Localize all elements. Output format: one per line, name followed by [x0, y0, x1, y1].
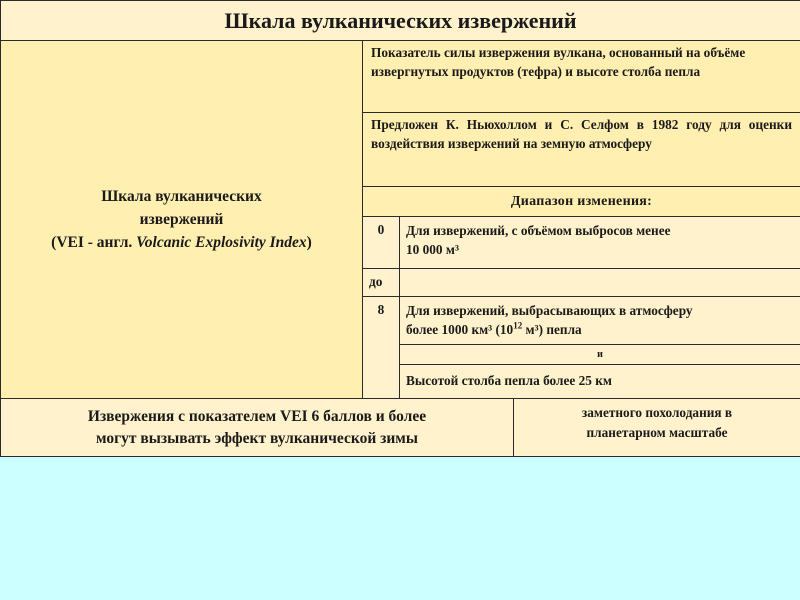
range-max-text	[400, 297, 800, 345]
range-max-post: м³) пепла	[522, 322, 582, 337]
winter-line1: Извержения с показателем VEI 6 баллов и более	[87, 407, 427, 425]
vei-name-cell	[1, 41, 363, 399]
vei-abbr-suffix: )	[306, 234, 312, 251]
vei-name-line2: извержений	[139, 211, 224, 228]
range-min-text	[400, 217, 800, 269]
range-max-pre: более 1000 км³ (10	[406, 322, 514, 337]
range-max-exp: 12	[513, 320, 523, 331]
range-min-line2: 10 000 м³	[406, 242, 459, 257]
range-empty-cell	[400, 269, 800, 297]
range-header: Диапазон изменения:	[363, 187, 800, 217]
winter-explanation-line2: планетарном масштабе	[586, 425, 728, 440]
vei-abbr-prefix: (VEI - англ.	[51, 234, 137, 251]
winter-line2: могут вызывать эффект вулканической зимы	[96, 429, 418, 447]
range-max-line1: Для извержений, выбрасывающих в атмосферу	[406, 303, 693, 318]
table-title: Шкала вулканических извержений	[1, 1, 800, 41]
winter-explanation	[514, 399, 800, 457]
vei-name-line1: Шкала вулканических	[101, 188, 262, 205]
range-min-line1: Для извержений, с объёмом выбросов менее	[406, 223, 671, 238]
range-max-value: 8	[363, 297, 400, 399]
description-cell: Показатель силы извержения вулкана, основанный на объёме извергнутых продуктов (тефра) и высоте столба пепла	[363, 41, 800, 113]
proposed-cell: Предложен К. Ньюхоллом и С. Селфом в 1982 году для оценки воздействия извержений на земную атмосферу	[363, 113, 800, 187]
range-to-label: до	[363, 269, 400, 297]
range-conjunction: и	[400, 345, 800, 365]
winter-explanation-line1: заметного похолодания в	[581, 405, 733, 420]
winter-statement	[1, 399, 514, 457]
range-min-value: 0	[363, 217, 400, 269]
range-max-height-text: Высотой столба пепла более 25 км	[400, 364, 800, 398]
vei-abbr-italic: Volcanic Explosivity Index	[136, 234, 307, 251]
